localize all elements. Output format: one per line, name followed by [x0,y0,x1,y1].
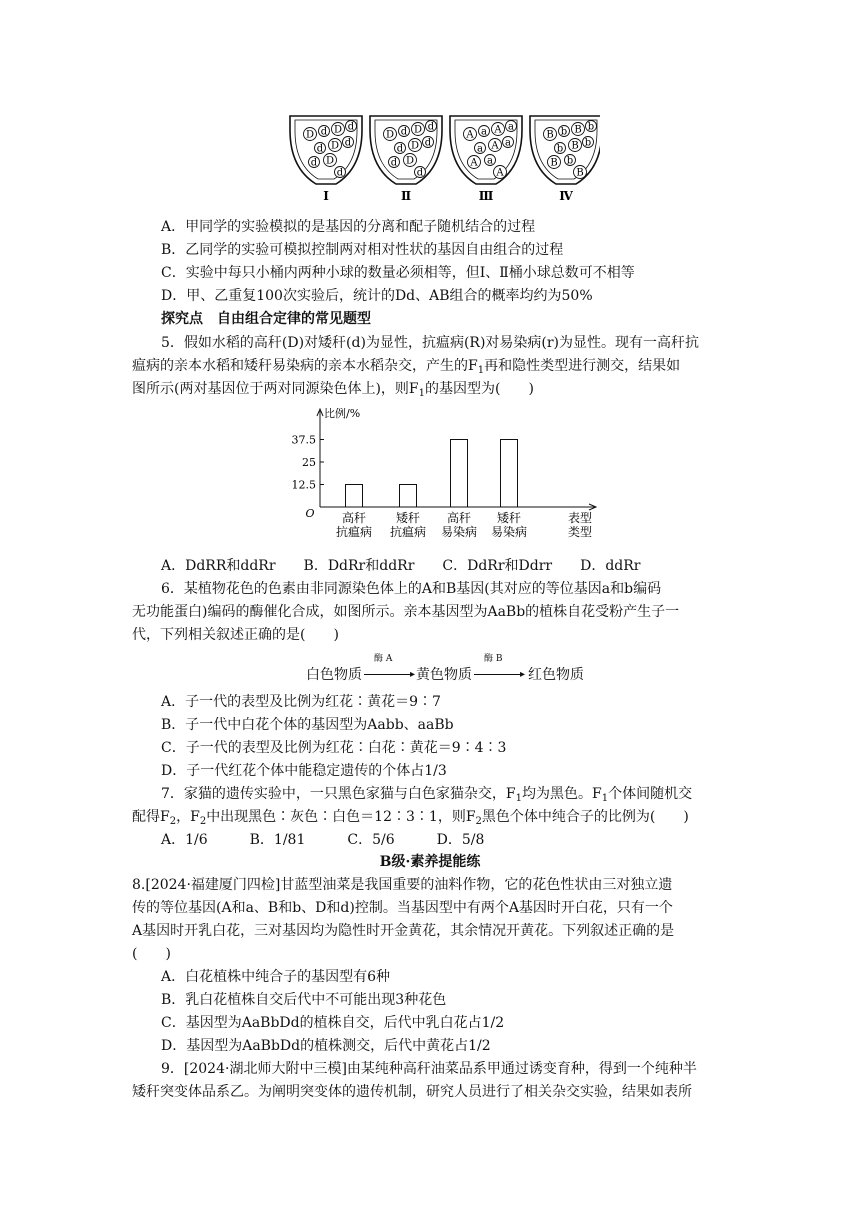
q8-option-b: B．乳白花植株自交后代中不可能出现3种花色 [161,992,447,1008]
q6-line-1: 6．某植物花色的色素由非同源染色体上的A和B基因(其对应的等位基因a和b编码 [161,581,662,597]
ball-label: B [576,167,584,179]
origin-label: O [305,507,315,520]
ball-label: d [344,137,352,149]
enzyme-b-label: 酶 B [484,654,503,664]
ball-label: D [333,124,343,136]
bar [346,485,363,508]
ball-label: a [481,126,487,138]
ball-label: b [584,137,592,149]
ball-label: D [410,140,420,152]
q5-line-1: 5．假如水稻的高秆(D)对矮秆(d)为显性，抗瘟病(R)对易染病(r)为显性。现有一高秆抗 [161,335,700,351]
ball-label: D [413,124,423,136]
ball-label: b [587,121,595,133]
ball-label: D [330,140,340,152]
ball-label: D [305,129,315,141]
q8-line-1: 8.[2024·福建厦门四检]甘蓝型油菜是我国重要的油料作物，它的花色性状由三对独立遗 [132,877,673,893]
q6-line-3: 代，下列相关叙述正确的是( ) [132,627,339,643]
q9-line-1: 9．[2024·湖北师大附中三模]由某纯种高秆油菜品系甲通过诱变育种，得到一个纯种半 [161,1061,697,1077]
ball-label: d [416,167,424,179]
bar-chart [280,405,620,545]
ball-label: d [400,126,408,138]
ball-label: d [310,157,318,169]
y-axis-label: 比例/% [324,407,361,420]
bucket-3 [450,116,522,202]
pathway-diagram [306,654,626,686]
y-tick-label: 25 [302,456,316,469]
red-substance: 红色物质 [528,667,584,683]
ball-label: A [491,140,499,152]
yellow-substance: 黄色物质 [416,667,472,683]
q7-options: A．1/6 B．1/81 C．5/6 D．5/8 [161,832,485,848]
ball-label: B [546,129,554,141]
y-tick-label: 12.5 [291,478,316,492]
q7-line-1: 7．家猫的遗传实验中，一只黑色家猫与白色家猫杂交，$F_1$均为黑色。$F_1$个体间随机交 [161,786,693,804]
enzyme-a-label: 酶 A [374,654,393,664]
bucket-4 [530,116,600,202]
bucket-2 [370,116,442,202]
ball-label: a [508,121,514,133]
arrowhead-2-icon: ▸ [520,669,526,680]
y-tick-label: 37.5 [291,433,316,447]
q6-option-a: A．子一代的表型及比例为红花∶黄花＝9∶7 [161,694,441,710]
ball-label: A [496,167,504,179]
white-substance: 白色物质 [306,667,362,683]
q8-line-3: A基因时开乳白花，三对基因均为隐性时开金黄花，其余情况开黄花。下列叙述正确的是 [132,923,675,939]
ball-label: a [487,155,493,167]
ball-label: b [560,126,568,138]
q6-option-d: D．子一代红花个体中能稳定遗传的个体占1/3 [161,763,447,779]
category-label: 易染病 [490,525,528,539]
category-label: 易染病 [440,525,478,539]
q8-option-d: D．基因型为AaBbDd的植株测交，后代中黄花占1/2 [161,1038,491,1054]
category-label: 矮秆 [395,511,421,525]
bucket-label: Ⅱ [400,189,412,202]
arrow-2 [474,674,524,675]
q4-option-d: D．甲、乙重复100次实验后，统计的Dd、AB组合的概率均约为50% [161,288,593,304]
ball-label: a [477,143,483,155]
ball-label: A [470,157,478,169]
q5-options: A．DdRR和ddRr B．DdRr和ddRr C．DdRr和Ddrr D．ddRr [161,558,641,574]
ball-label: B [571,140,579,152]
q9-line-2: 矮秆突变体品系乙。为阐明突变体的遗传机制，研究人员进行了相关杂交实验，结果如表所 [132,1084,692,1100]
bucket-label: Ⅲ [478,189,494,202]
section-title: 探究点 自由组合定律的常见题型 [161,311,371,327]
q4-option-b: B．乙同学的实验可模拟控制两对相对性状的基因自由组合的过程 [161,242,564,258]
ball-label: d [390,157,398,169]
q4-option-a: A．甲同学的实验模拟的是基因的分离和配子随机结合的过程 [161,219,536,235]
ball-label: A [494,124,502,136]
q8-option-a: A．白花植株中纯合子的基因型有6种 [161,969,391,985]
category-label: 高秆 [341,511,367,525]
bar [451,440,468,508]
q8-line-4: ( ) [132,946,171,962]
q6-option-b: B．子一代中白花个体的基因型为Aabb、aaBb [161,717,454,733]
bucket-label: Ⅰ [323,189,329,202]
q6-option-c: C．子一代的表型及比例为红花∶白花∶黄花＝9∶4∶3 [161,740,507,756]
ball-label: d [316,143,324,155]
q8-option-c: C．基因型为AaBbDd的植株自交，后代中乳白花占1/2 [161,1015,505,1031]
q4-option-c: C．实验中每只小桶内两种小球的数量必须相等，但Ⅰ、Ⅱ桶小球总数可不相等 [161,265,635,281]
bar [400,485,417,508]
ball-label: D [385,129,395,141]
ball-label: D [325,155,335,167]
bucket-1 [290,116,362,202]
ball-label: b [556,143,564,155]
category-label: 高秆 [446,511,472,525]
category-label: 抗瘟病 [389,525,427,539]
ball-label: d [424,137,432,149]
q7-line-2: 配得$F_2$，$F_2$中出现黑色∶灰色∶白色＝12∶3∶1，则$F_2$黑色个体中纯合子的比例为( ) [132,809,689,827]
bucket-figure [280,110,600,202]
ball-label: b [566,155,574,167]
category-label: 矮秆 [496,511,522,525]
q5-line-2: 瘟病的亲本水稻和矮秆易染病的亲本水稻杂交，产生的$F_1$再和隐性类型进行测交，结果如 [132,358,681,376]
q8-line-2: 传的等位基因(A和a、B和b、D和d)控制。当基因型中有两个A基因时开白花，只有一个 [132,900,673,916]
ball-label: A [466,129,474,141]
ball-label: d [347,121,355,133]
ball-label: d [396,143,404,155]
arrow-1 [364,674,414,675]
ball-label: B [550,157,558,169]
ball-label: d [320,126,328,138]
category-label: 抗瘟病 [335,525,373,539]
level-b-heading: B级·素养提能练 [379,854,481,870]
q6-line-2: 无功能蛋白)编码的酶催化合成，如图所示。亲本基因型为AaBb的植株自花受粉产生子一 [132,604,680,620]
x-axis-label: 表型 [567,511,593,525]
q5-line-3: 图所示(两对基因位于两对同源染色体上)，则$F_1$的基因型为( ) [132,381,534,399]
arrowhead-1-icon: ▸ [410,669,416,680]
x-axis-label: 类型 [567,525,593,539]
ball-label: d [336,167,344,179]
ball-label: a [505,137,511,149]
ball-label: D [405,155,415,167]
bucket-label: Ⅳ [559,189,573,202]
ball-label: B [574,124,582,136]
ball-label: d [427,121,435,133]
bar [501,440,518,508]
